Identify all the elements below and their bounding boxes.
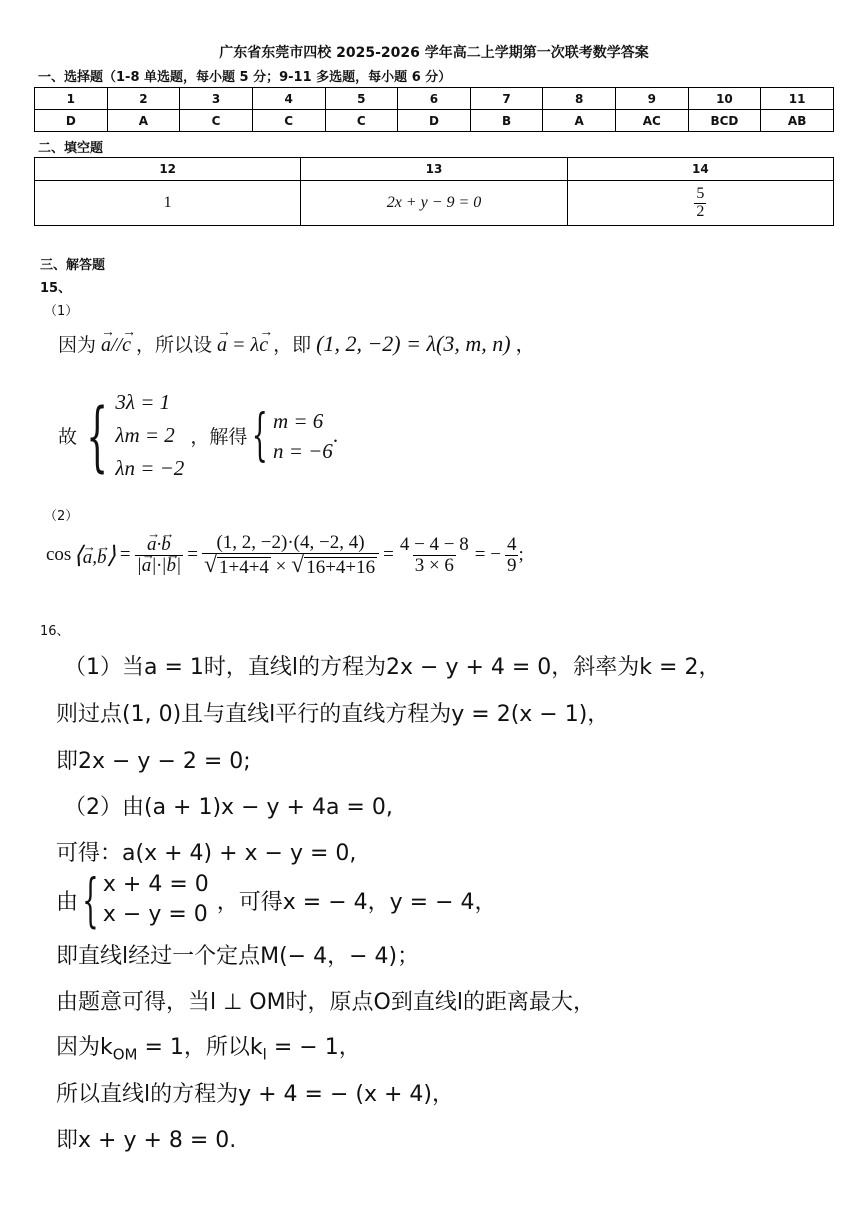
answer-cell: A xyxy=(543,110,616,132)
fraction-numerator: 5 xyxy=(696,184,705,202)
q16-line-8: 由题意可得，当l ⊥ OM时，原点O到直线l的距离最大， xyxy=(56,990,595,1015)
fill-in-answer-table xyxy=(34,157,834,226)
q15-part1-line1 xyxy=(58,328,536,357)
fraction-numerator: (1, 2, −2)·(4, −2, 4) xyxy=(216,532,365,553)
answer-cell: AC xyxy=(616,110,689,132)
radicand: 16+4+16 xyxy=(306,556,376,578)
left-brace: { xyxy=(82,866,99,934)
q15-label: 15、 xyxy=(40,281,72,296)
q16-line-6 xyxy=(56,866,497,934)
fraction-denominator: 9 xyxy=(506,554,517,576)
answer-cell: BCD xyxy=(688,110,761,132)
q15-system-block xyxy=(58,386,338,485)
fraction-denominator: 3 × 6 xyxy=(414,554,454,576)
left-brace: { xyxy=(252,403,269,468)
system-equation: x − y = 0 xyxy=(102,902,208,927)
answer-cell: A xyxy=(107,110,180,132)
question-number-cell: 6 xyxy=(398,88,471,110)
fraction-denominator: 2 xyxy=(696,202,705,220)
question-number-cell: 4 xyxy=(252,88,325,110)
text-span: ; xyxy=(518,544,524,566)
answer-14-cell xyxy=(567,181,833,226)
fraction-2 xyxy=(202,533,379,578)
q16-line-7: 即直线l经过一个定点M(− 4，− 4)； xyxy=(56,944,420,969)
fraction-numerator: 4 xyxy=(506,533,517,555)
q15-cos-formula xyxy=(46,533,524,578)
answer-13-cell: 2x + y − 9 = 0 xyxy=(301,181,567,226)
question-number-cell: 12 xyxy=(35,158,301,181)
text-span: ，所以设 xyxy=(136,334,213,356)
fraction-1 xyxy=(135,535,184,576)
q16-line-2: 则过点(1, 0)且与直线l平行的直线方程为y = 2(x − 1)， xyxy=(56,702,610,727)
question-number-cell: 11 xyxy=(761,88,834,110)
q16-line-5: 可得：a(x + 4) + x − y = 0, xyxy=(56,841,357,866)
text-span: . xyxy=(332,423,339,447)
subscript: l xyxy=(262,1045,267,1064)
equation-system xyxy=(103,870,209,930)
question-number-cell: 2 xyxy=(107,88,180,110)
equals-sign: = xyxy=(383,544,394,566)
square-root: √ 1+4+4 xyxy=(203,551,269,578)
left-brace: { xyxy=(86,391,109,480)
question-number-cell: 8 xyxy=(543,88,616,110)
answer-cell: D xyxy=(35,110,108,132)
q16-line-10: 所以直线l的方程为y + 4 = − (x + 4)， xyxy=(56,1082,454,1107)
answer-cell: B xyxy=(470,110,543,132)
section-1-heading: 一、选择题（1-8 单选题，每小题 5 分；9-11 多选题，每小题 6 分） xyxy=(38,70,452,85)
fraction-denominator: |→ a|·|→ b| xyxy=(135,555,184,576)
system-container xyxy=(58,386,338,485)
fraction-numerator: 4 − 4 − 8 xyxy=(399,533,469,555)
radicand: 1+4+4 xyxy=(218,556,269,578)
answer-row xyxy=(35,181,834,226)
question-number-cell: 3 xyxy=(180,88,253,110)
text-span: ， xyxy=(515,332,536,356)
q16-line-1: （1）当a = 1时，直线l的方程为2x − y + 4 = 0，斜率为k = 2， xyxy=(64,655,721,680)
angle-vectors: ⟨→ a,→ b⟩ xyxy=(73,541,116,570)
q15-part1-label: （1） xyxy=(44,304,79,319)
answer-cell: C xyxy=(325,110,398,132)
multiple-choice-answer-table xyxy=(34,87,834,132)
text-span: = 1，所以k xyxy=(137,1035,263,1060)
fraction-numerator: → a·→ b xyxy=(145,535,173,555)
q15-part2-label: （2） xyxy=(44,509,79,524)
coordinate-equation: (1, 2, −2) = λ(3, m, n) xyxy=(316,331,511,356)
question-number-row xyxy=(35,88,834,110)
fraction-4 xyxy=(505,535,519,576)
system-equation: m = 6 xyxy=(272,408,324,433)
question-number-cell: 1 xyxy=(35,88,108,110)
answer-row xyxy=(35,110,834,132)
system-equation: 3λ = 1 xyxy=(115,390,171,414)
text-span: ，即 xyxy=(273,334,312,356)
question-number-cell: 9 xyxy=(616,88,689,110)
equals-sign: = xyxy=(187,544,198,566)
text-span: 因为k xyxy=(56,1035,113,1060)
text-span: 故 xyxy=(58,426,78,448)
q16-line-11: 即x + y + 8 = 0. xyxy=(56,1128,237,1153)
answer-cell: AB xyxy=(761,110,834,132)
system-equation: x + 4 = 0 xyxy=(102,872,209,897)
text-span: 由 xyxy=(56,889,79,915)
fraction-3 xyxy=(398,535,471,576)
answer-cell: C xyxy=(252,110,325,132)
q16-line-3: 即2x − y − 2 = 0; xyxy=(56,749,251,774)
question-number-cell: 14 xyxy=(567,158,833,181)
cos-function: cos xyxy=(46,544,72,566)
question-number-cell: 13 xyxy=(301,158,567,181)
equals-minus: = − xyxy=(474,544,501,566)
question-number-cell: 5 xyxy=(325,88,398,110)
answer-cell: C xyxy=(180,110,253,132)
page-title: 广东省东莞市四校 2025-2026 学年高二上学期第一次联考数学答案 xyxy=(219,45,649,61)
text-span: = − 1， xyxy=(266,1035,361,1060)
system-equation: n = −6 xyxy=(272,438,333,463)
text-span: 因为 xyxy=(58,334,97,356)
question-number-row xyxy=(35,158,834,181)
system-equation: λn = −2 xyxy=(115,456,185,480)
solution-system xyxy=(273,406,333,466)
q16-line-4: （2）由(a + 1)x − y + 4a = 0, xyxy=(64,795,393,820)
answer-14-fraction xyxy=(694,186,706,221)
question-number-cell: 7 xyxy=(470,88,543,110)
q16-label: 16、 xyxy=(40,624,70,639)
equals-sign: = xyxy=(119,544,131,566)
text-span: ，解得 xyxy=(190,426,248,448)
answer-12-cell: 1 xyxy=(35,181,301,226)
equation-system xyxy=(115,386,184,485)
section-2-heading: 二、填空题 xyxy=(38,141,104,156)
vector-relation: → a = λ→ c xyxy=(217,334,268,356)
question-number-cell: 10 xyxy=(688,88,761,110)
system-equation: λm = 2 xyxy=(115,423,175,447)
square-root: √ 16+4+16 xyxy=(291,551,376,578)
q16-line-9 xyxy=(56,1030,361,1063)
answer-cell: D xyxy=(398,110,471,132)
subscript: OM xyxy=(112,1045,138,1064)
fraction-denominator: √ 1+4+4 × √ 16+4+16 xyxy=(202,553,379,578)
parallel-vectors: → a//→ c xyxy=(101,334,131,356)
section-3-heading: 三、解答题 xyxy=(40,258,106,273)
text-span: ，可得x = − 4，y = − 4， xyxy=(216,889,497,915)
